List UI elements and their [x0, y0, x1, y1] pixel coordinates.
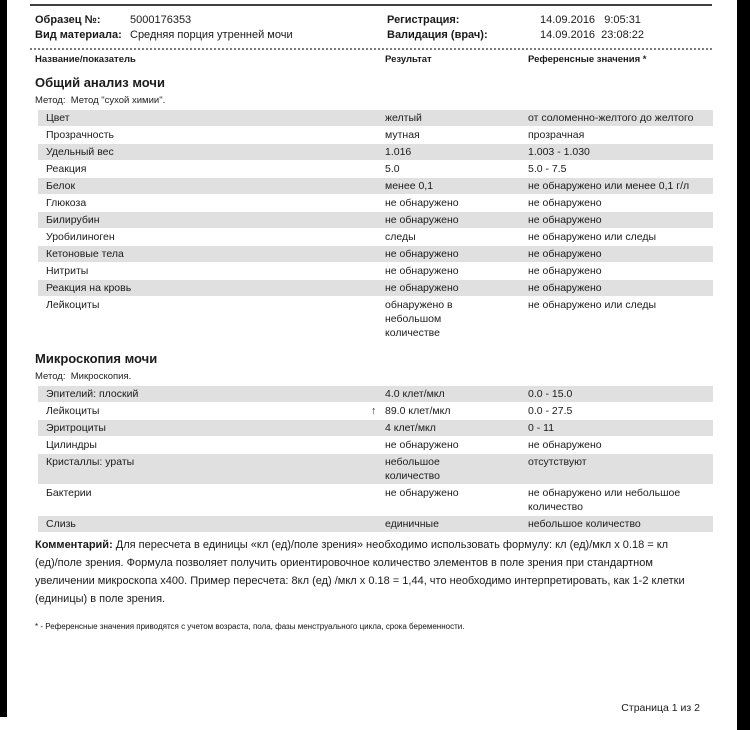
parameter-name: Кетоновые тела — [46, 248, 124, 260]
parameter-name: Прозрачность — [46, 129, 115, 141]
table-row — [38, 127, 713, 144]
dotted-separator — [30, 48, 712, 50]
result-cell — [385, 230, 528, 244]
result-cell — [385, 213, 528, 227]
comment-label: Комментарий: — [35, 539, 113, 551]
table-column-headers — [30, 54, 713, 66]
reference-range: прозрачная — [528, 129, 585, 141]
parameter-name: Бактерии — [46, 487, 92, 499]
top-rule — [30, 4, 712, 6]
parameter-name: Лейкоциты — [46, 405, 100, 417]
result-value: не обнаружено — [385, 487, 459, 499]
results-sections — [30, 75, 713, 533]
table-row — [38, 144, 713, 161]
table-row — [38, 437, 713, 454]
results-table — [38, 110, 713, 342]
reference-range: не обнаружено — [528, 214, 602, 226]
validation-label: Валидация (врач): — [387, 29, 488, 41]
reference-footnote: * - Референсные значения приводятся с учетом возраста, пола, фазы менструального цикла, срока беременности. — [35, 622, 465, 631]
reference-range: от соломенно-желтого до желтого — [528, 112, 694, 124]
table-row — [38, 386, 713, 403]
analysis-section — [30, 351, 713, 533]
reference-range: не обнаружено — [528, 282, 602, 294]
method-line: Метод: Метод "сухой химии". — [35, 95, 166, 106]
results-table — [38, 386, 713, 533]
lab-report-page — [30, 0, 713, 631]
column-header-name: Название/показатель — [35, 54, 136, 65]
section-title: Общий анализ мочи — [35, 75, 165, 90]
result-value: 5.0 — [385, 163, 400, 175]
reference-range: не обнаружено — [528, 439, 602, 451]
comment-block — [35, 536, 685, 608]
result-cell — [385, 387, 528, 401]
report-header — [30, 13, 713, 43]
reference-range: 1.003 - 1.030 — [528, 146, 590, 158]
high-flag-arrow-icon: ↑ — [371, 405, 377, 417]
parameter-name: Белок — [46, 180, 76, 192]
result-cell — [385, 247, 528, 261]
table-row — [38, 110, 713, 127]
result-value: мутная — [385, 129, 420, 141]
result-cell — [371, 404, 528, 418]
result-cell — [385, 421, 528, 435]
table-row — [38, 454, 713, 485]
comment-text: Для пересчета в единицы «кл (ед)/поле зрения» необходимо использовать формулу: кл (ед)/мкл x 0.18 = кл (ед)/поле зрения. Формула позволяет получить ориентировочное количество элементов в поле зрения при стандартном увеличении микроскопа x400. Пример пересчета: 8кл (ед) /мкл x 0.18 = 1,44, что необходимо интерпретировать, как 1-2 клетки (единицы) в поле зрения. — [35, 539, 685, 605]
parameter-name: Эпителий: плоский — [46, 388, 139, 400]
parameter-name: Цилиндры — [46, 439, 97, 451]
table-row — [38, 485, 713, 516]
section-title: Микроскопия мочи — [35, 351, 158, 366]
reference-range: 0 - 11 — [528, 422, 555, 434]
reference-range: не обнаружено или следы — [528, 299, 656, 311]
reference-range: 0.0 - 15.0 — [528, 388, 573, 400]
parameter-name: Реакция — [46, 163, 87, 175]
material-type-value: Средняя порция утренней мочи — [130, 29, 293, 41]
parameter-name: Кристаллы: ураты — [46, 456, 135, 468]
result-cell — [385, 486, 528, 514]
result-cell — [385, 145, 528, 159]
reference-range: не обнаружено — [528, 248, 602, 260]
result-value: 1.016 — [385, 146, 412, 158]
table-row — [38, 195, 713, 212]
reference-range: 5.0 - 7.5 — [528, 163, 567, 175]
material-type-label: Вид материала: — [35, 29, 122, 41]
result-cell — [385, 438, 528, 452]
parameter-name: Уробилиноген — [46, 231, 115, 243]
sample-number-value: 5000176353 — [130, 14, 192, 26]
scan-border-left — [0, 0, 7, 717]
registration-label: Регистрация: — [387, 14, 460, 26]
parameter-name: Билирубин — [46, 214, 100, 226]
result-value: единичные — [385, 518, 439, 530]
result-value: не обнаружено — [385, 248, 459, 260]
result-cell — [385, 298, 528, 340]
result-cell — [385, 162, 528, 176]
reference-range: 0.0 - 27.5 — [528, 405, 573, 417]
result-value: желтый — [385, 112, 422, 124]
table-row — [38, 297, 713, 342]
result-value: 89.0 клет/мкл — [385, 405, 451, 417]
result-value: следы — [385, 231, 416, 243]
result-value: не обнаружено — [385, 439, 459, 451]
reference-range: не обнаружено — [528, 265, 602, 277]
reference-range: небольшое количество — [528, 518, 641, 530]
parameter-name: Глюкоза — [46, 197, 87, 209]
reference-range: отсутствуют — [528, 456, 587, 468]
validation-value: 14.09.2016 23:08:22 — [540, 29, 644, 41]
result-value: не обнаружено — [385, 282, 459, 294]
parameter-name: Лейкоциты — [46, 299, 100, 311]
result-cell — [385, 179, 528, 193]
result-cell — [385, 196, 528, 210]
result-value: менее 0,1 — [385, 180, 434, 192]
result-value: 4.0 клет/мкл — [385, 388, 445, 400]
parameter-name: Слизь — [46, 518, 76, 530]
reference-range: не обнаружено или небольшое количество — [528, 487, 681, 513]
table-row — [38, 263, 713, 280]
parameter-name: Эритроциты — [46, 422, 106, 434]
table-row — [38, 229, 713, 246]
reference-range: не обнаружено или следы — [528, 231, 656, 243]
table-row — [38, 420, 713, 437]
method-line: Метод: Микроскопия. — [35, 371, 132, 382]
result-value: не обнаружено — [385, 265, 459, 277]
reference-range: не обнаружено или менее 0,1 г/л — [528, 180, 690, 192]
page-number: Страница 1 из 2 — [621, 702, 700, 714]
result-cell — [385, 517, 528, 531]
scan-border-right — [737, 0, 750, 730]
registration-value: 14.09.2016 9:05:31 — [540, 14, 641, 26]
parameter-name: Реакция на кровь — [46, 282, 132, 294]
column-header-result: Результат — [385, 54, 432, 65]
reference-range: не обнаружено — [528, 197, 602, 209]
table-row — [38, 212, 713, 229]
sample-number-label: Образец №: — [35, 14, 101, 26]
result-cell — [385, 455, 528, 483]
result-cell — [385, 128, 528, 142]
parameter-name: Нитриты — [46, 265, 89, 277]
column-header-reference: Референсные значения * — [528, 54, 647, 65]
table-row — [38, 178, 713, 195]
result-value: небольшое количество — [385, 456, 440, 482]
result-value: не обнаружено — [385, 197, 459, 209]
analysis-section — [30, 75, 713, 342]
table-row — [38, 161, 713, 178]
result-cell — [385, 111, 528, 125]
parameter-name: Удельный вес — [46, 146, 114, 158]
result-cell — [385, 264, 528, 278]
table-row — [38, 280, 713, 297]
parameter-name: Цвет — [46, 112, 70, 124]
result-value: обнаружено в небольшом количестве — [385, 299, 453, 339]
table-row — [38, 246, 713, 263]
table-row — [38, 516, 713, 533]
table-row — [38, 403, 713, 420]
result-value: не обнаружено — [385, 214, 459, 226]
result-value: 4 клет/мкл — [385, 422, 436, 434]
result-cell — [385, 281, 528, 295]
